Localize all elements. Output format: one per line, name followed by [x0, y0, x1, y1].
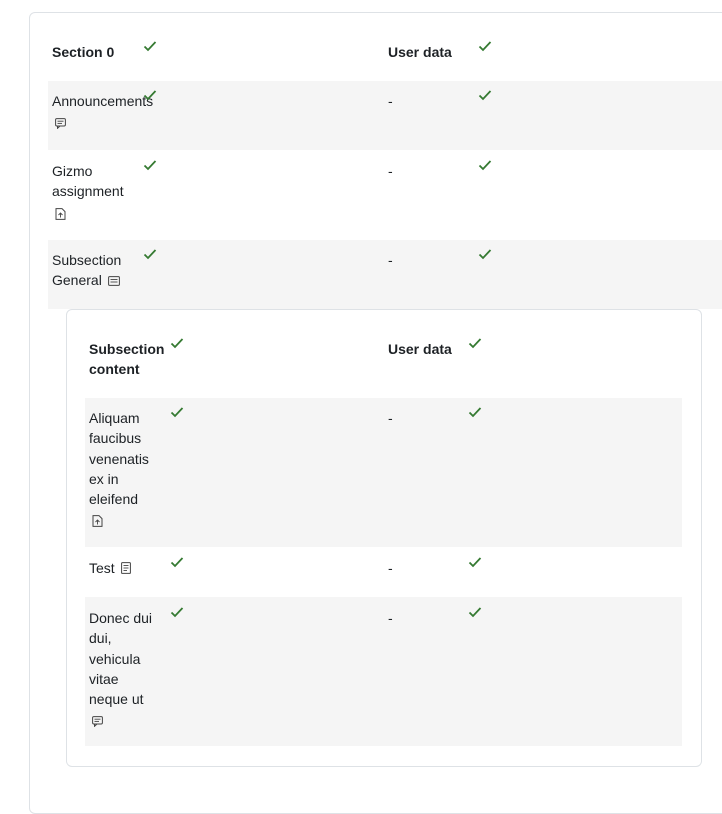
check-icon: [478, 248, 492, 260]
activity-name: [89, 558, 131, 579]
activity-include-checkbox[interactable]: [170, 606, 184, 618]
check-icon: [170, 606, 184, 618]
activity-userdata-value: -: [388, 560, 393, 576]
subsection-include-checkbox[interactable]: [170, 337, 184, 349]
activity-include-checkbox[interactable]: [143, 159, 157, 171]
activity-userdata-checkbox[interactable]: [468, 556, 482, 568]
activity-userdata-checkbox[interactable]: [468, 406, 482, 418]
subsection-userdata-checkbox[interactable]: [468, 337, 482, 349]
activity-userdata-checkbox[interactable]: [478, 89, 492, 101]
section-userdata-checkbox[interactable]: [478, 40, 492, 52]
section-include-checkbox[interactable]: [143, 40, 157, 52]
activity-userdata-checkbox[interactable]: [478, 159, 492, 171]
activity-name: [89, 608, 159, 733]
activity-label: Announcements: [52, 93, 154, 109]
subsection-userdata-header: User data: [388, 341, 452, 357]
activity-include-checkbox[interactable]: [170, 406, 184, 418]
table-row: [85, 597, 682, 746]
assignment-icon: [92, 512, 159, 532]
activity-include-checkbox[interactable]: [143, 248, 157, 260]
activity-label: Subsection General: [52, 252, 122, 289]
forum-icon: [92, 712, 159, 732]
section-name-header: Section 0: [52, 44, 115, 60]
activity-userdata-value: -: [388, 252, 393, 268]
check-icon: [468, 556, 482, 568]
quiz-icon: [121, 559, 131, 579]
section-userdata-header: User data: [388, 44, 452, 60]
check-icon: [143, 159, 157, 171]
check-icon: [170, 406, 184, 418]
activity-name: [52, 91, 153, 135]
activity-label: Test: [89, 560, 115, 576]
check-icon: [170, 556, 184, 568]
check-icon: [478, 40, 492, 52]
activity-userdata-value: -: [388, 163, 393, 179]
subsection-name-header: Subsection content: [89, 341, 165, 378]
activity-label: Aliquam faucibus venenatis ex in eleifend: [89, 410, 149, 508]
check-icon: [478, 89, 492, 101]
check-icon: [468, 606, 482, 618]
check-icon: [170, 337, 184, 349]
activity-userdata-value: -: [388, 410, 393, 426]
activity-userdata-checkbox[interactable]: [478, 248, 492, 260]
activity-include-checkbox[interactable]: [170, 556, 184, 568]
check-icon: [468, 406, 482, 418]
assignment-icon: [55, 205, 132, 225]
activity-name: [89, 408, 159, 533]
activity-userdata-checkbox[interactable]: [468, 606, 482, 618]
activity-include-checkbox[interactable]: [143, 89, 157, 101]
activity-name: [52, 250, 132, 292]
activity-label: Gizmo assignment: [52, 163, 124, 200]
check-icon: [143, 40, 157, 52]
activity-userdata-value: -: [388, 93, 393, 109]
activity-name: [52, 161, 132, 225]
subsection-icon: [108, 271, 120, 291]
activity-userdata-value: -: [388, 610, 393, 626]
activity-label: Donec dui dui, vehicula vitae neque ut: [89, 610, 153, 708]
check-icon: [143, 89, 157, 101]
check-icon: [468, 337, 482, 349]
check-icon: [143, 248, 157, 260]
forum-icon: [55, 114, 153, 134]
table-row: [85, 398, 682, 547]
check-icon: [478, 159, 492, 171]
